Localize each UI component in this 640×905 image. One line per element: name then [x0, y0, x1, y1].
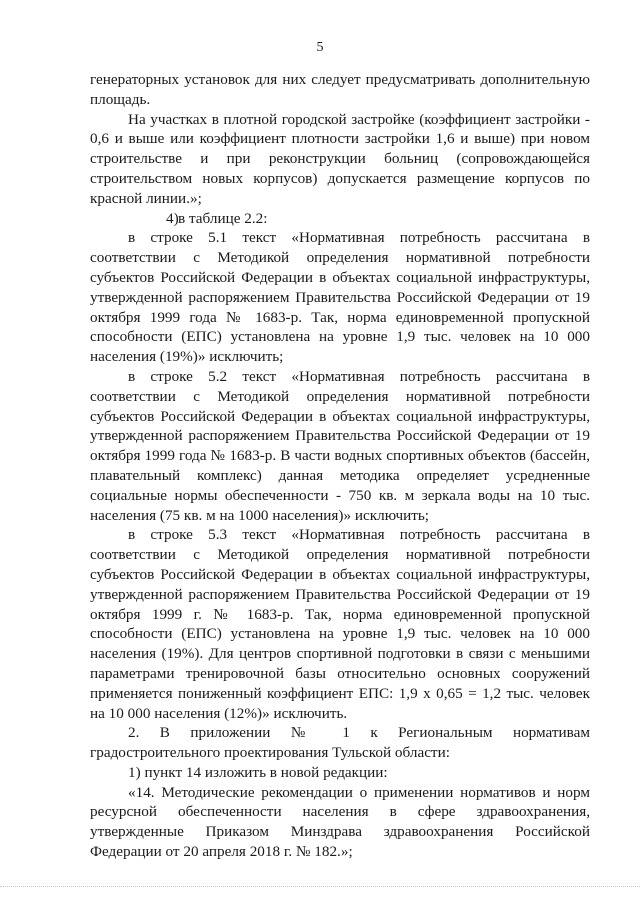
- document-body: [90, 70, 590, 862]
- list-item-number: 4): [166, 209, 179, 227]
- paragraph-row-5-3: в строке 5.3 текст «Нормативная потребность рассчитана в соответствии с Методикой определения нормативной потребности субъектов Российской Федерации в объектах социальной инфраструктуры, утвержденной распоряжением Правительства Российской Федерации от 19 октября 1999 г. № 1683-р. Так, норма единовременной пропускной способности (ЕПС) установлена на уровне 1,9 тыс. человек на 10 000 населения (19%). Для центров спортивной подготовки в связи с меньшими параметрами тренировочной базы относительно основных сооружений применяется пониженный коэффициент ЕПС: 1,9 х 0,65 = 1,2 тыс. человек на 10 000 населения (12%)» исключить.: [90, 526, 590, 722]
- scan-artifact-line: [0, 886, 640, 891]
- list-item-4: [90, 209, 590, 229]
- paragraph-row-5-2: в строке 5.2 текст «Нормативная потребность рассчитана в соответствии с Методикой определения нормативной потребности субъектов Российской Федерации в объектах социальной инфраструктуры, утвержденной распоряжением Правительства Российской Федерации от 19 октября 1999 года № 1683-р. В части водных спортивных объектов (бассейн, плавательный комплекс) данная методика определяет усредненные социальные нормы обеспеченности - 750 кв. м зеркала воды на 10 тыс. населения (75 кв. м на 1000 населения)» исключить;: [90, 367, 590, 524]
- paragraph-item-14: 1) пункт 14 изложить в новой редакции:: [128, 763, 388, 781]
- paragraph-continuation: генераторных установок для них следует предусматривать дополнительную площадь.: [90, 71, 590, 108]
- paragraph-dense-development: На участках в плотной городской застройке (коэффициент застройки - 0,6 и выше или коэффициент плотности застройки 1,6 и выше) при новом строительстве и при реконструкции больниц (сопровождающейся строительством новых корпусов) допускается размещение корпусов по красной линии.»;: [90, 110, 590, 207]
- paragraph-item-14-text: «14. Методические рекомендации о применении нормативов и норм ресурсной обеспеченности населения в сфере здравоохранения, утвержденные Приказом Минздрава здравоохранения Российской Федерации от 20 апреля 2018 г. № 182.»;: [90, 783, 590, 861]
- paragraph-row-5-1: в строке 5.1 текст «Нормативная потребность рассчитана в соответствии с Методикой определения нормативной потребности субъектов Российской Федерации в объектах социальной инфраструктуры, утвержденной распоряжением Правительства Российской Федерации от 19 октября 1999 года № 1683-р. Так, норма единовременной пропускной способности (ЕПС) установлена на уровне 1,9 тыс. человек на 10 000 населения (19%)» исключить;: [90, 229, 590, 366]
- paragraph-appendix-1: 2. В приложении № 1 к Региональным нормативам градостроительного проектирования Тульской области:: [90, 724, 590, 762]
- list-item-text: в таблице 2.2:: [178, 209, 268, 227]
- page-number: 5: [316, 40, 324, 55]
